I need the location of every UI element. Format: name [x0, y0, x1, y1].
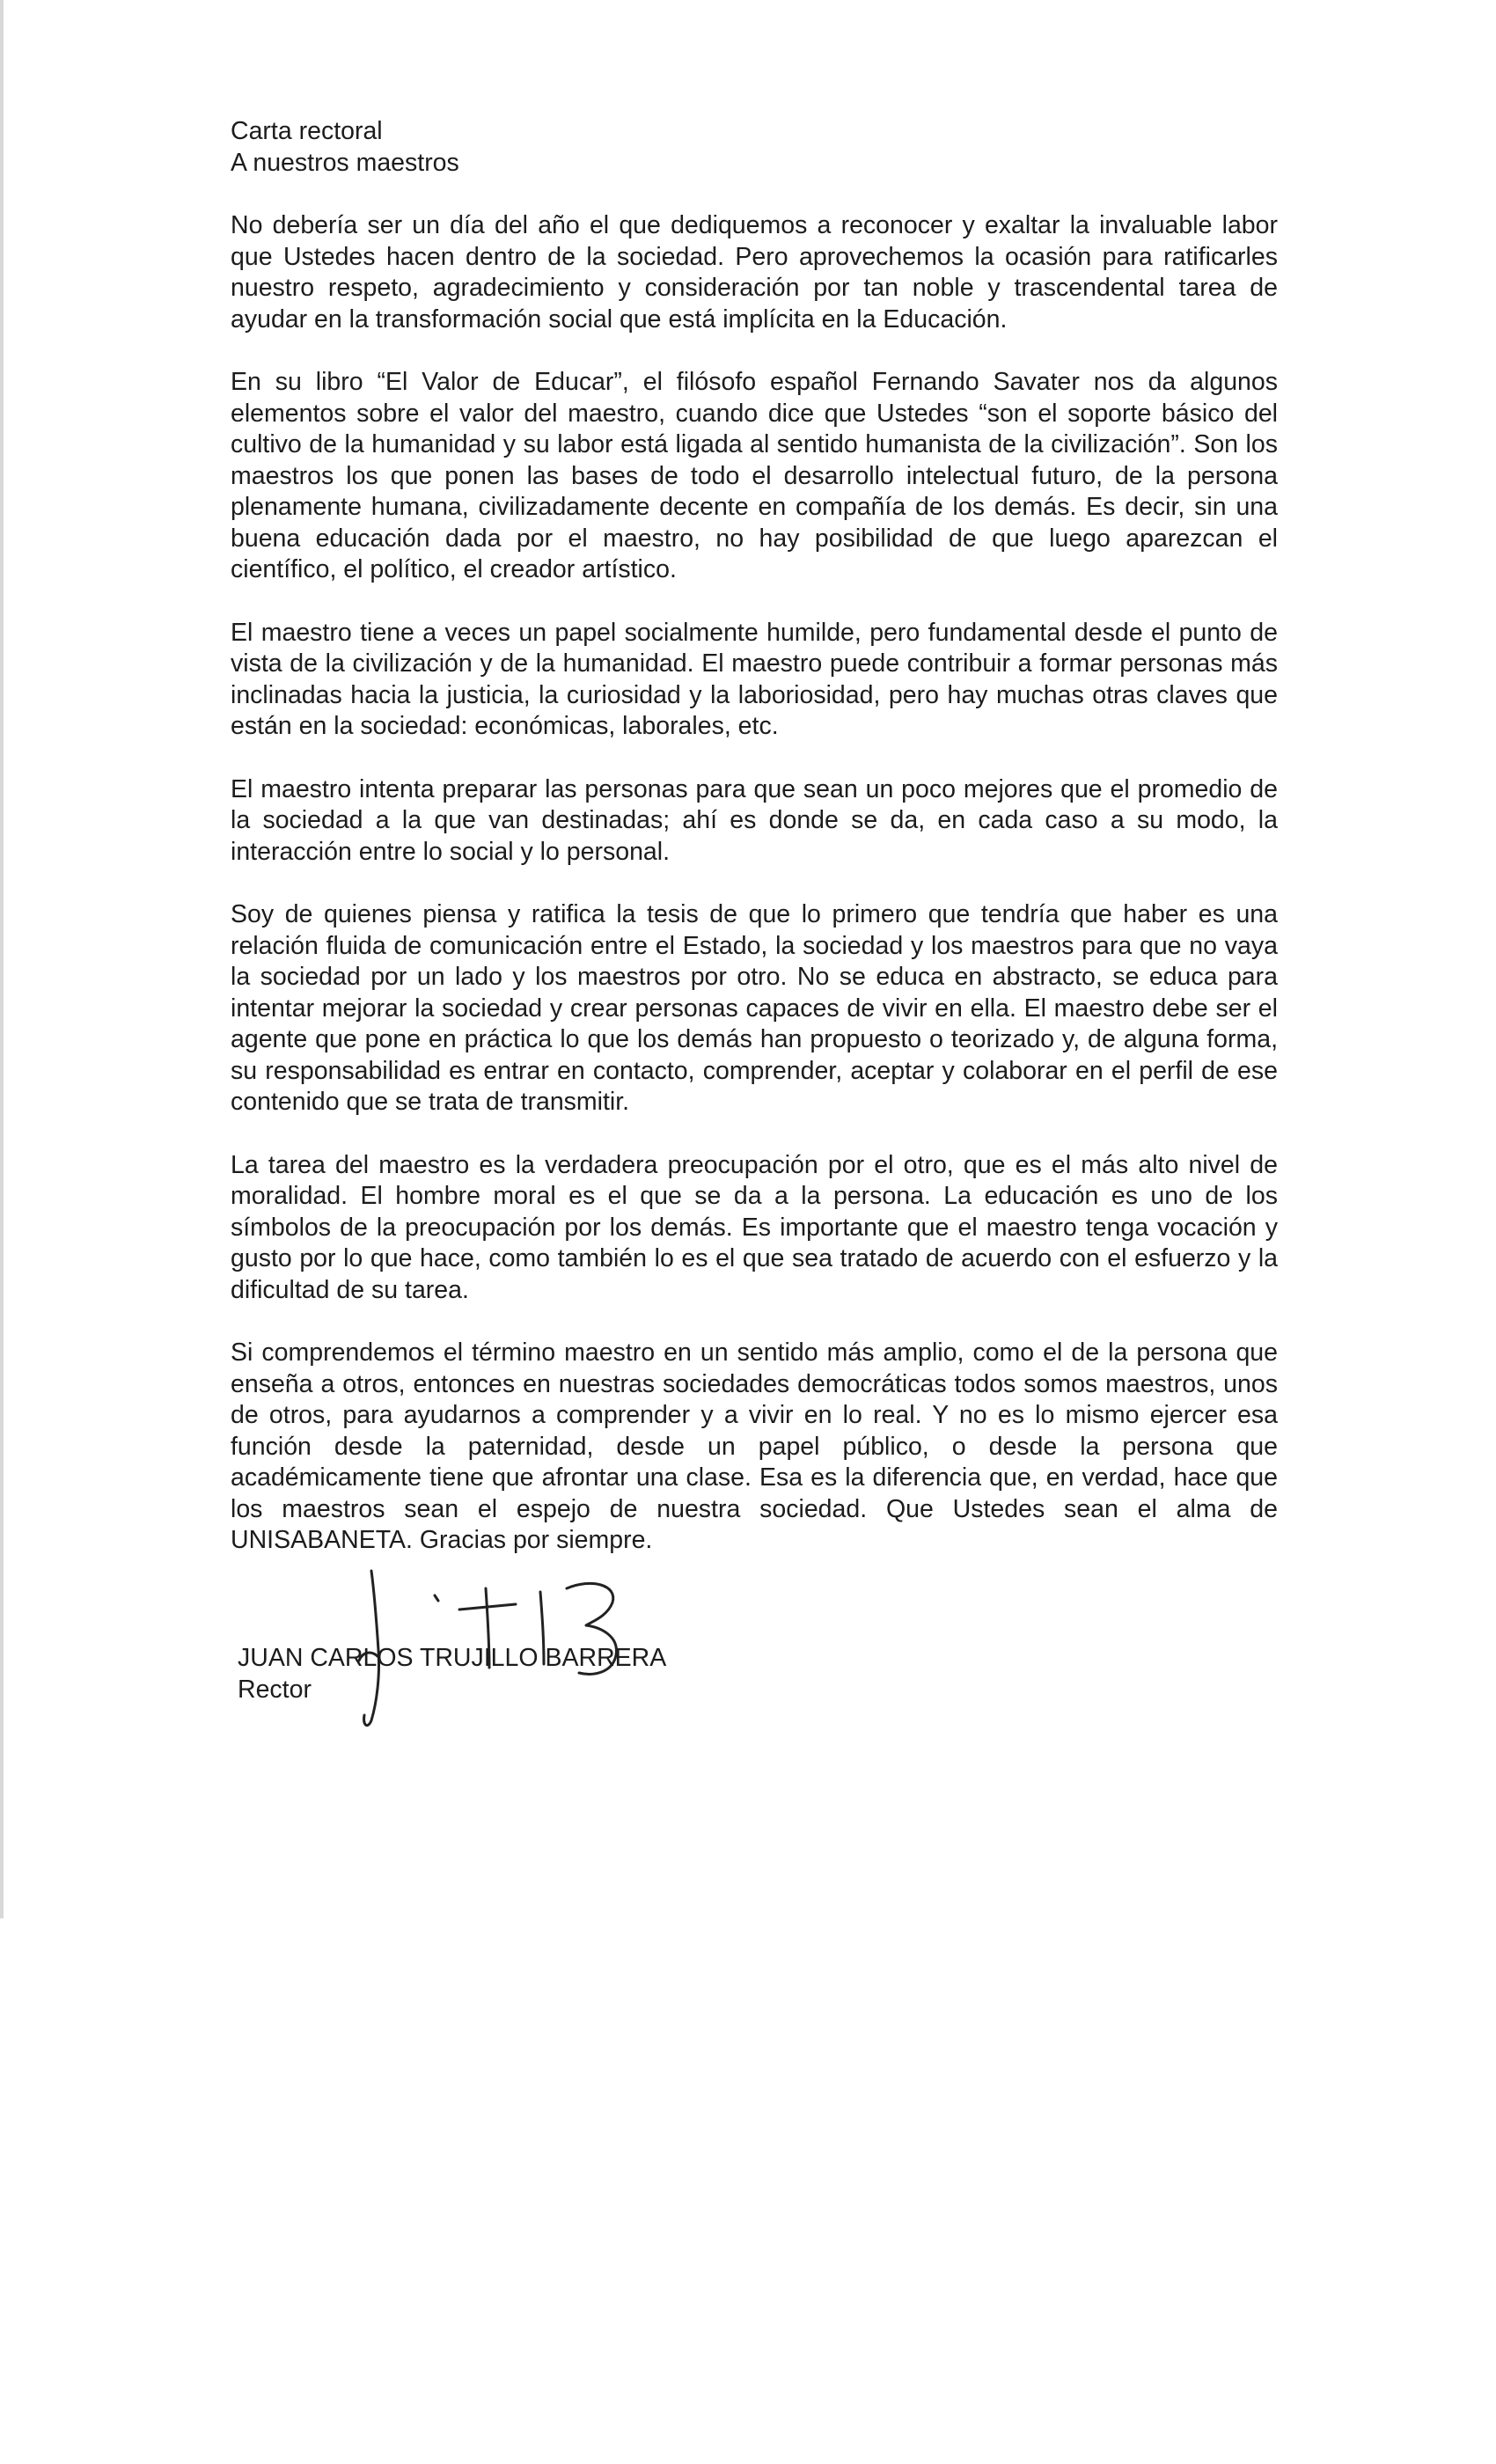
paragraph-2: En su libro “El Valor de Educar”, el filósofo español Fernando Savater nos da algunos elementos sobre el valor del maestro, cuando dice que Ustedes “son el soporte básico del cultivo de la humanidad y su labor está ligada al sentido humanista de la civilización”. Son los maestros los que ponen las bases de todo el desarrollo intelectual futuro, de la persona plenamente humana, civilizadamente decente en compañía de los demás. Es decir, sin una buena educación dada por el maestro, no hay posibilidad de que luego aparezcan el científico, el político, el creador artístico. [231, 368, 1278, 583]
letter-title: Carta rectoral [231, 117, 383, 145]
scan-edge [0, 0, 4, 1918]
signature-block [231, 1588, 1278, 1712]
signer-role: Rector [238, 1675, 312, 1704]
paragraph-4: El maestro intenta preparar las personas para que sean un poco mejores que el promedio de la sociedad a la que van destinadas; ahí es donde se da, en cada caso a su modo, la interacción entre lo social y lo personal. [231, 774, 1278, 866]
paragraph-6: La tarea del maestro es la verdadera preocupación por el otro, que es el más alto nivel de moralidad. El hombre moral es el que se da a la persona. La educación es uno de los símbolos de la preocupación por los demás. Es importante que el maestro tenga vocación y gusto por lo que hace, como también lo es el que sea tratado de acuerdo con el esfuerzo y la dificultad de su tarea. [231, 1150, 1278, 1304]
paragraph-3: El maestro tiene a veces un papel socialmente humilde, pero fundamental desde el punto de vista de la civilización y de la humanidad. El maestro puede contribuir a formar personas más inclinadas hacia la justicia, la curiosidad y la laboriosidad, pero hay muchas otras claves que están en la sociedad: económicas, laborales, etc. [231, 618, 1278, 740]
signer-name: JUAN CARLOS TRUJILLO BARRERA [238, 1643, 667, 1672]
paragraph-1: No debería ser un día del año el que dediquemos a reconocer y exaltar la invaluable labor que Ustedes hacen dentro de la sociedad. Pero aprovechemos la ocasión para ratificarles nuestro respeto, agradecimiento y consideración por tan noble y trascendental tarea de ayudar en la transformación social que está implícita en la Educación. [231, 211, 1278, 334]
letter-heading [231, 116, 1278, 179]
paragraph-5: Soy de quienes piensa y ratifica la tesis de que lo primero que tendría que haber es una relación fluida de comunicación entre el Estado, la sociedad y los maestros para que no vaya la sociedad por un lado y los maestros por otro. No se educa en abstracto, se educa para intentar mejorar la sociedad y crear personas capaces de vivir en ella. El maestro debe ser el agente que pone en práctica lo que los demás han propuesto o teorizado y, de alguna forma, su responsabilidad es entrar en contacto, comprender, aceptar y colaborar en el perfil de ese contenido que se trata de transmitir. [231, 900, 1278, 1116]
letter-body [231, 116, 1278, 1712]
letter-addressee: A nuestros maestros [231, 148, 459, 177]
paragraph-7: Si comprendemos el término maestro en un sentido más amplio, como el de la persona que enseña a otros, entonces en nuestras sociedades democráticas todos somos maestros, unos de otros, para ayudarnos a comprender y a vivir en lo real. Y no es lo mismo ejercer esa función desde la paternidad, desde un papel público, o desde la persona que académicamente tiene que afrontar una clase. Esa es la diferencia que, en verdad, hace que los maestros sean el espejo de nuestra sociedad. Que Ustedes sean el alma de UNISABANETA. Gracias por siempre. [231, 1338, 1278, 1554]
